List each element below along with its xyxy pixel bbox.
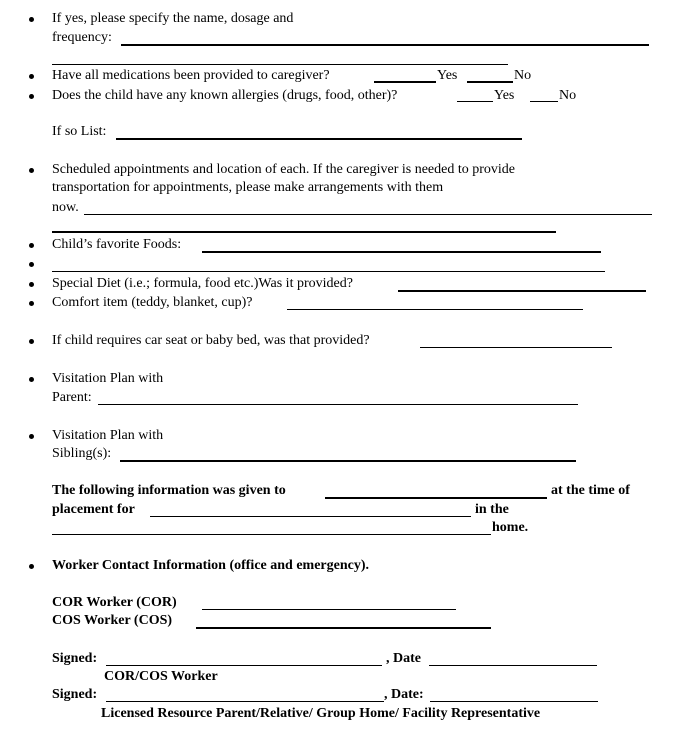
placement-for-label: placement for [52,502,135,517]
home-label: home. [492,520,529,535]
meds-yes-label: Yes [437,68,458,83]
cor-worker-label: COR Worker (COR) [52,595,177,610]
home-field[interactable] [52,534,491,535]
allergies-no-field[interactable] [530,101,558,102]
cor-worker-field[interactable] [202,609,456,610]
licensed-rep-caption: Licensed Resource Parent/Relative/ Group Home/ Facility Representative [101,706,541,721]
bullet-icon [29,74,34,79]
allergy-list-field[interactable] [116,138,522,140]
placement-for-field[interactable] [150,516,471,517]
car-seat-field[interactable] [420,347,612,348]
bullet-icon [29,17,34,22]
meds-provided-label: Have all medications been provided to caregiver? [52,68,330,83]
parent-label: Parent: [52,390,92,405]
car-seat-label: If child requires car seat or baby bed, was that provided? [52,333,370,348]
visitation-sibling-label: Visitation Plan with [52,428,164,443]
bullet-icon [29,243,34,248]
signed-label-1: Signed: [52,651,98,666]
bullet-icon [29,377,34,382]
date-label-1: , Date [386,651,421,666]
allergies-yes-field[interactable] [457,101,493,102]
signed-label-2: Signed: [52,687,98,702]
favorite-foods-label: Child’s favorite Foods: [52,237,182,252]
blank-line-field[interactable] [52,271,605,272]
special-diet-label: Special Diet (i.e.; formula, food etc.)Was it provided? [52,276,353,291]
cos-worker-field[interactable] [196,627,491,629]
meds-no-label: No [514,68,532,83]
allergies-yes-label: Yes [494,88,515,103]
time-of-label: at the time of [551,483,630,498]
visitation-parent-label: Visitation Plan with [52,371,164,386]
allergies-label: Does the child have any known allergies (drugs, food, other)? [52,88,398,103]
appointments-field[interactable] [84,214,652,215]
allergies-no-label: No [559,88,577,103]
bullet-icon [29,434,34,439]
cor-cos-worker-caption: COR/COS Worker [104,669,218,684]
worker-date-field[interactable] [429,665,597,666]
info-given-label: The following information was given to [52,483,286,498]
visitation-sibling-field[interactable] [120,460,576,462]
bullet-icon [29,282,34,287]
comfort-item-field[interactable] [287,309,583,310]
cos-worker-label: COS Worker (COS) [52,613,173,628]
worker-signature-field[interactable] [106,665,382,666]
sibling-label: Sibling(s): [52,446,112,461]
bullet-icon [29,94,34,99]
bullet-icon [29,339,34,344]
special-diet-field[interactable] [398,290,646,292]
date-label-2: , Date: [384,687,424,702]
bullet-icon [29,262,34,267]
favorite-foods-field[interactable] [202,251,601,253]
frequency-field-2[interactable] [52,64,508,65]
appointments-field-2[interactable] [52,231,556,233]
med-specify-label: If yes, please specify the name, dosage and [52,11,294,26]
meds-no-field[interactable] [467,81,513,83]
bullet-icon [29,564,34,569]
if-so-list-label: If so List: [52,124,107,139]
meds-yes-field[interactable] [374,81,436,83]
bullet-icon [29,301,34,306]
info-given-to-field[interactable] [325,497,547,499]
rep-date-field[interactable] [430,701,598,702]
visitation-parent-field[interactable] [98,404,578,405]
frequency-field[interactable] [121,44,649,46]
rep-signature-field[interactable] [106,701,384,702]
worker-contact-label: Worker Contact Information (office and emergency). [52,558,370,573]
bullet-icon [29,168,34,173]
appointments-label-3: now. [52,200,79,215]
appointments-label-2: transportation for appointments, please make arrangements with them [52,180,444,195]
frequency-label: frequency: [52,30,112,45]
in-the-label: in the [475,502,509,517]
appointments-label: Scheduled appointments and location of each. If the caregiver is needed to provide [52,162,515,177]
comfort-item-label: Comfort item (teddy, blanket, cup)? [52,295,253,310]
